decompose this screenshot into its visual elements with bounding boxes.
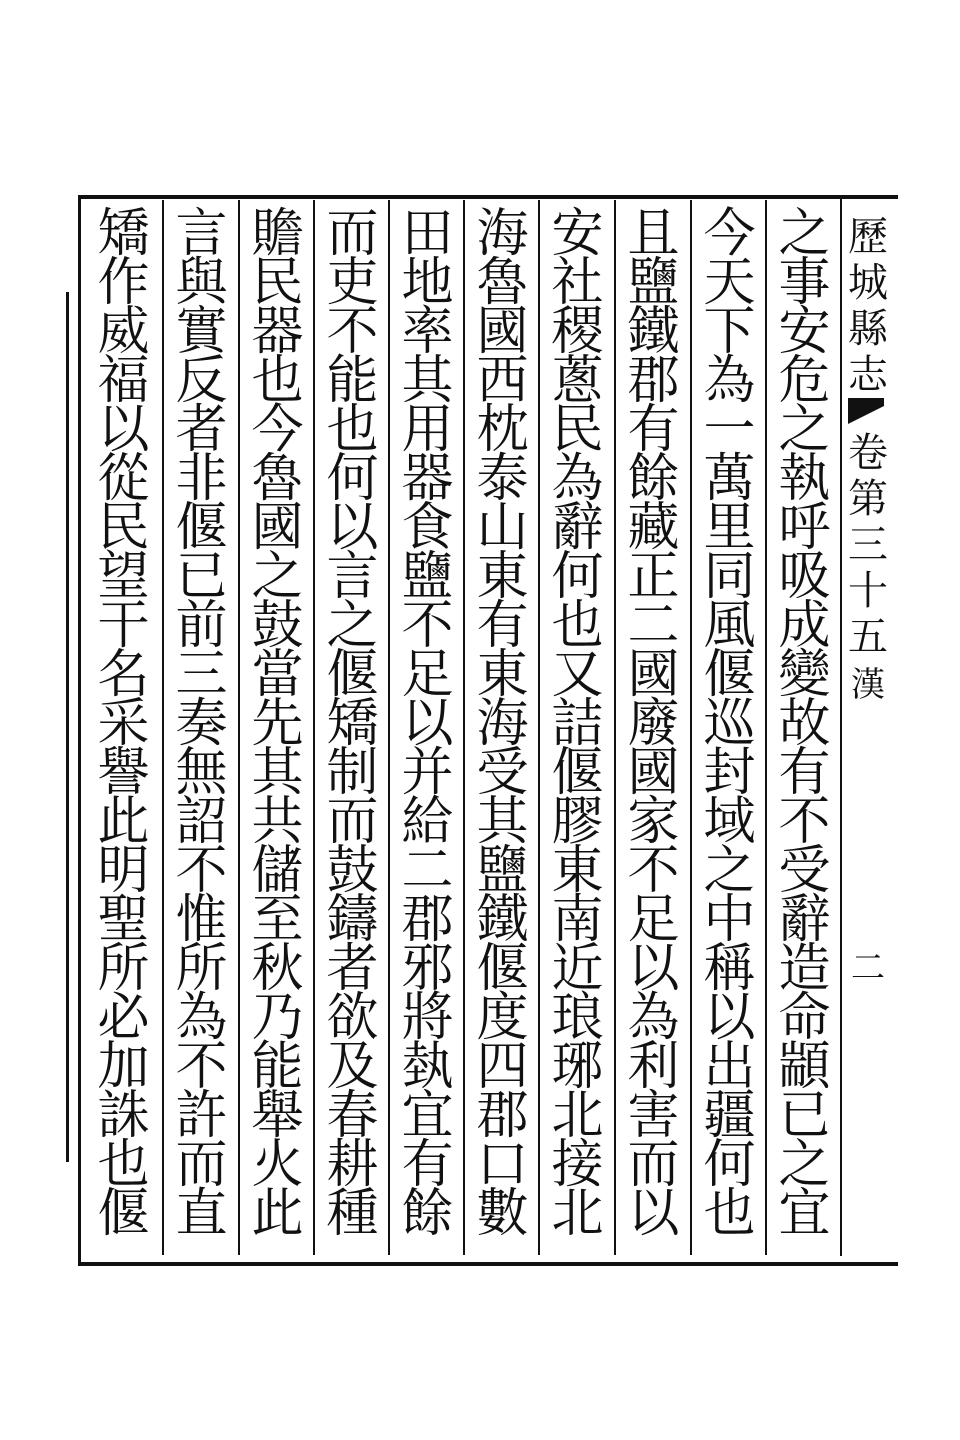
- column-text: 贍 民 器 也 今 魯 國 之 鼓 當 先 其 共 儲 至 秋 乃 能 舉 火 此: [251, 204, 304, 1244]
- column-text: 海 魯 國 西 枕 泰 山 東 有 東 海 受 其 鹽 鐵 偃 度 四 郡 口 數: [476, 204, 529, 1244]
- text-column-9: [162, 200, 239, 1255]
- column-text: 之 事 安 危 之 執 呼 吸 成 變 故 有 不 受 辭 造 命 顓 已 之 宜: [778, 204, 831, 1244]
- volume-label: 卷 第 三 十 五: [848, 430, 888, 660]
- text-column-5: [463, 200, 540, 1255]
- column-text: 且 鹽 鐵 郡 有 餘 藏 正 二 國 廢 國 家 不 足 以 為 利 害 而 以: [627, 204, 680, 1244]
- fishtail-mark-icon: [848, 398, 884, 424]
- text-column-8: [238, 200, 315, 1255]
- column-text: 安 社 稷 蔥 民 為 辭 何 也 又 詰 偃 膠 東 南 近 琅 琊 北 接 北: [551, 204, 604, 1244]
- text-column-7: [313, 200, 390, 1255]
- column-text: 田 地 率 其 用 器 食 鹽 不 足 以 并 給 二 郡 邪 將 埶 宜 有 餘: [401, 204, 454, 1244]
- text-column-1: [765, 200, 842, 1255]
- text-column-4: [538, 200, 615, 1255]
- text-column-6: [388, 200, 465, 1255]
- column-text: 而 吏 不 能 也 何 以 言 之 偃 矯 制 而 鼓 鑄 者 欲 及 春 耕 種: [326, 204, 379, 1244]
- leaf-number: 二: [851, 948, 885, 988]
- text-column-2: [690, 200, 767, 1255]
- section-label: 漢: [851, 665, 885, 705]
- page-edge-line: [66, 292, 69, 1162]
- column-text: 矯 作 威 福 以 從 民 望 干 名 采 譽 此 明 聖 所 必 加 誅 也 偃: [97, 204, 150, 1244]
- text-column-10: [86, 200, 161, 1255]
- text-column-3: [614, 200, 691, 1255]
- column-text: 言 與 實 反 者 非 偃 已 前 三 奏 無 詔 不 惟 所 為 不 許 而 直: [175, 204, 228, 1244]
- column-text: 今 天 下 為 一 萬 里 同 風 偃 巡 封 域 之 中 稱 以 出 疆 何 也: [703, 204, 756, 1244]
- book-title: 歷 城 縣 志: [848, 214, 888, 398]
